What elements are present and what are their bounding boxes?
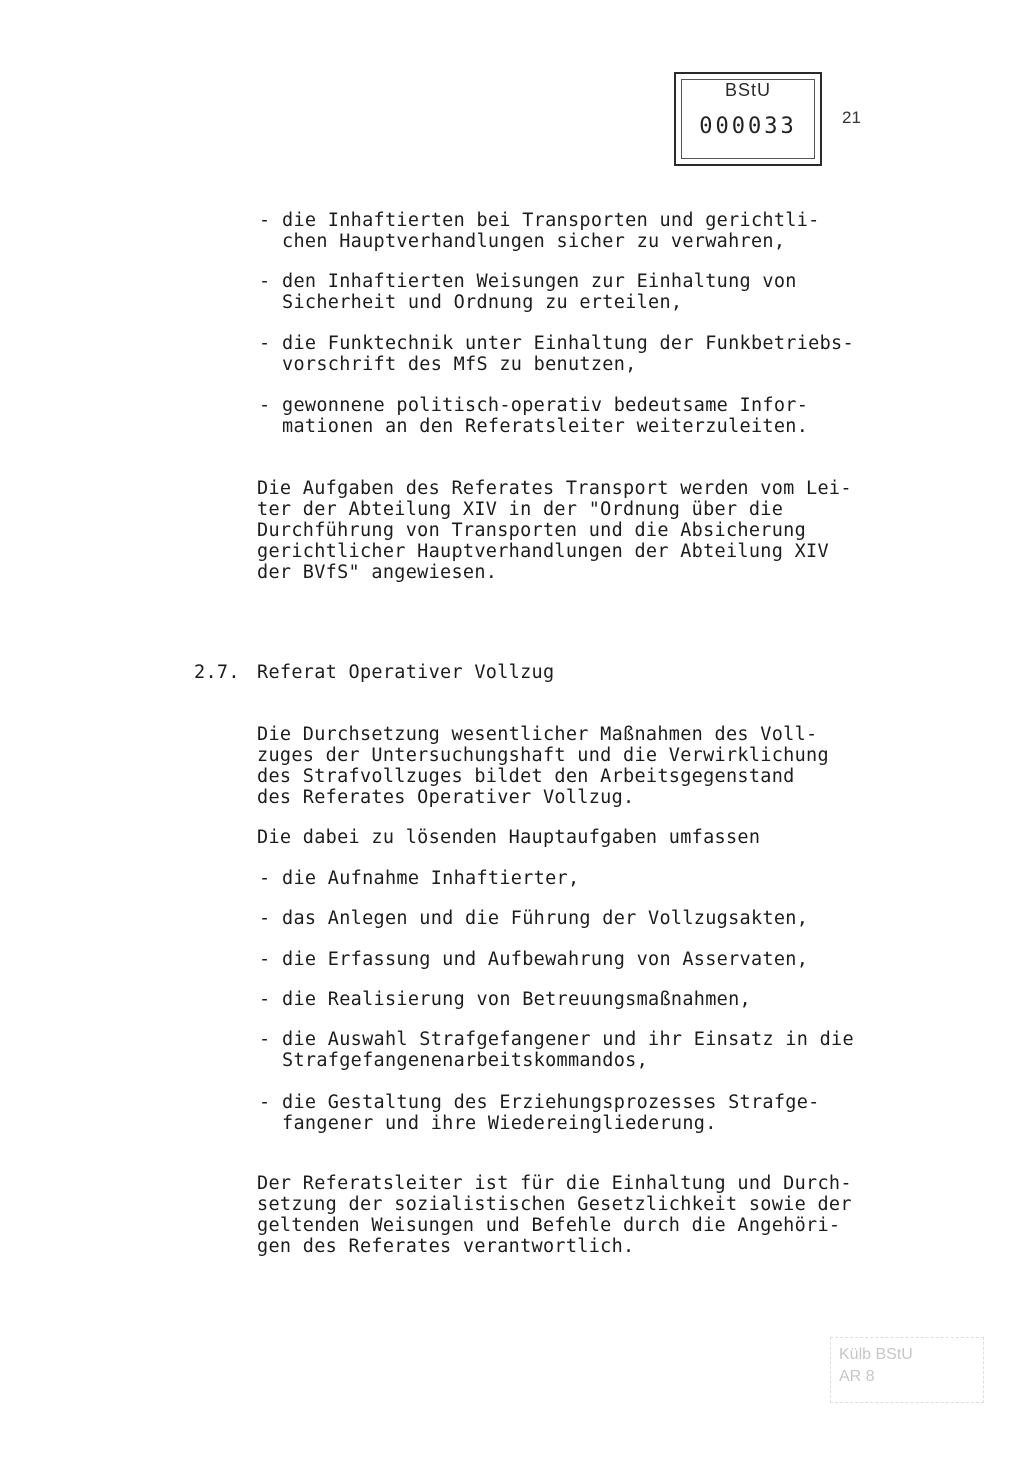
list-bullet: - [259, 210, 271, 231]
list-bullet: - [259, 908, 271, 929]
section-number: 2.7. [194, 662, 240, 683]
faint-archive-stamp [830, 1337, 984, 1403]
list-bullet: - [259, 395, 271, 416]
paragraph-line: zuges der Untersuchungshaft und die Verwirklichung [257, 745, 829, 766]
list-bullet: - [259, 1029, 271, 1050]
list-bullet: - [259, 271, 271, 292]
paragraph-line: geltenden Weisungen und Befehle durch die Angehöri- [257, 1215, 841, 1236]
paragraph-line: Der Referatsleiter ist für die Einhaltung und Durch- [257, 1173, 852, 1194]
paragraph-line: Die Durchsetzung wesentlicher Maßnahmen des Voll- [257, 724, 818, 745]
paragraph-line: gerichtlicher Hauptverhandlungen der Abteilung XIV [257, 541, 829, 562]
archive-stamp [674, 72, 822, 166]
paragraph-line: setzung der sozialistischen Gesetzlichkeit sowie der [257, 1194, 852, 1215]
list-bullet: - [259, 333, 271, 354]
list-item-line: mationen an den Referatsleiter weiterzuleiten. [282, 416, 809, 437]
paragraph-line: Durchführung von Transporten und die Absicherung [257, 520, 807, 541]
list-item-line: die Gestaltung des Erziehungsprozesses Strafge- [282, 1092, 820, 1113]
paragraph-line: des Strafvollzuges bildet den Arbeitsgegenstand [257, 766, 795, 787]
list-item-line: chen Hauptverhandlungen sicher zu verwahren, [282, 231, 786, 252]
paragraph-line: ter der Abteilung XIV in der "Ordnung über die [257, 499, 784, 520]
faint-stamp-line: Külb BStU [839, 1346, 913, 1363]
section-title: Referat Operativer Vollzug [257, 662, 555, 683]
list-item-line: die Inhaftierten bei Transporten und gerichtli- [282, 210, 820, 231]
list-item-line: die Aufnahme Inhaftierter, [282, 868, 580, 889]
list-item-line: die Erfassung und Aufbewahrung von Asservaten, [282, 949, 809, 970]
list-item-line: Sicherheit und Ordnung zu erteilen, [282, 292, 683, 313]
paragraph-line: Die Aufgaben des Referates Transport werden vom Lei- [257, 478, 852, 499]
faint-stamp-line: AR 8 [839, 1368, 875, 1385]
list-item-line: die Realisierung von Betreuungsmaßnahmen, [282, 989, 751, 1010]
list-item-line: fangener und ihre Wiedereingliederung. [282, 1113, 717, 1134]
archive-stamp-number: 000033 [699, 114, 797, 139]
list-bullet: - [259, 949, 271, 970]
paragraph-line: gen des Referates verantwortlich. [257, 1236, 635, 1257]
list-item-line: gewonnene politisch-operativ bedeutsame Infor- [282, 395, 809, 416]
paragraph-line: des Referates Operativer Vollzug. [257, 787, 635, 808]
paragraph-line: der BVfS" angewiesen. [257, 562, 498, 583]
list-bullet: - [259, 868, 271, 889]
list-item-line: vorschrift des MfS zu benutzen, [282, 354, 637, 375]
list-item-line: den Inhaftierten Weisungen zur Einhaltung von [282, 271, 797, 292]
list-bullet: - [259, 1092, 271, 1113]
page-number: 21 [842, 108, 861, 127]
list-bullet: - [259, 989, 271, 1010]
list-item-line: die Funktechnik unter Einhaltung der Funkbetriebs- [282, 333, 854, 354]
list-item-line: die Auswahl Strafgefangener und ihr Einsatz in die [282, 1029, 854, 1050]
archive-stamp-label: BStU [724, 80, 771, 100]
list-item-line: das Anlegen und die Führung der Vollzugsakten, [282, 908, 809, 929]
list-item-line: Strafgefangenenarbeitskommandos, [282, 1050, 649, 1071]
list-intro: Die dabei zu lösenden Hauptaufgaben umfassen [257, 827, 761, 848]
